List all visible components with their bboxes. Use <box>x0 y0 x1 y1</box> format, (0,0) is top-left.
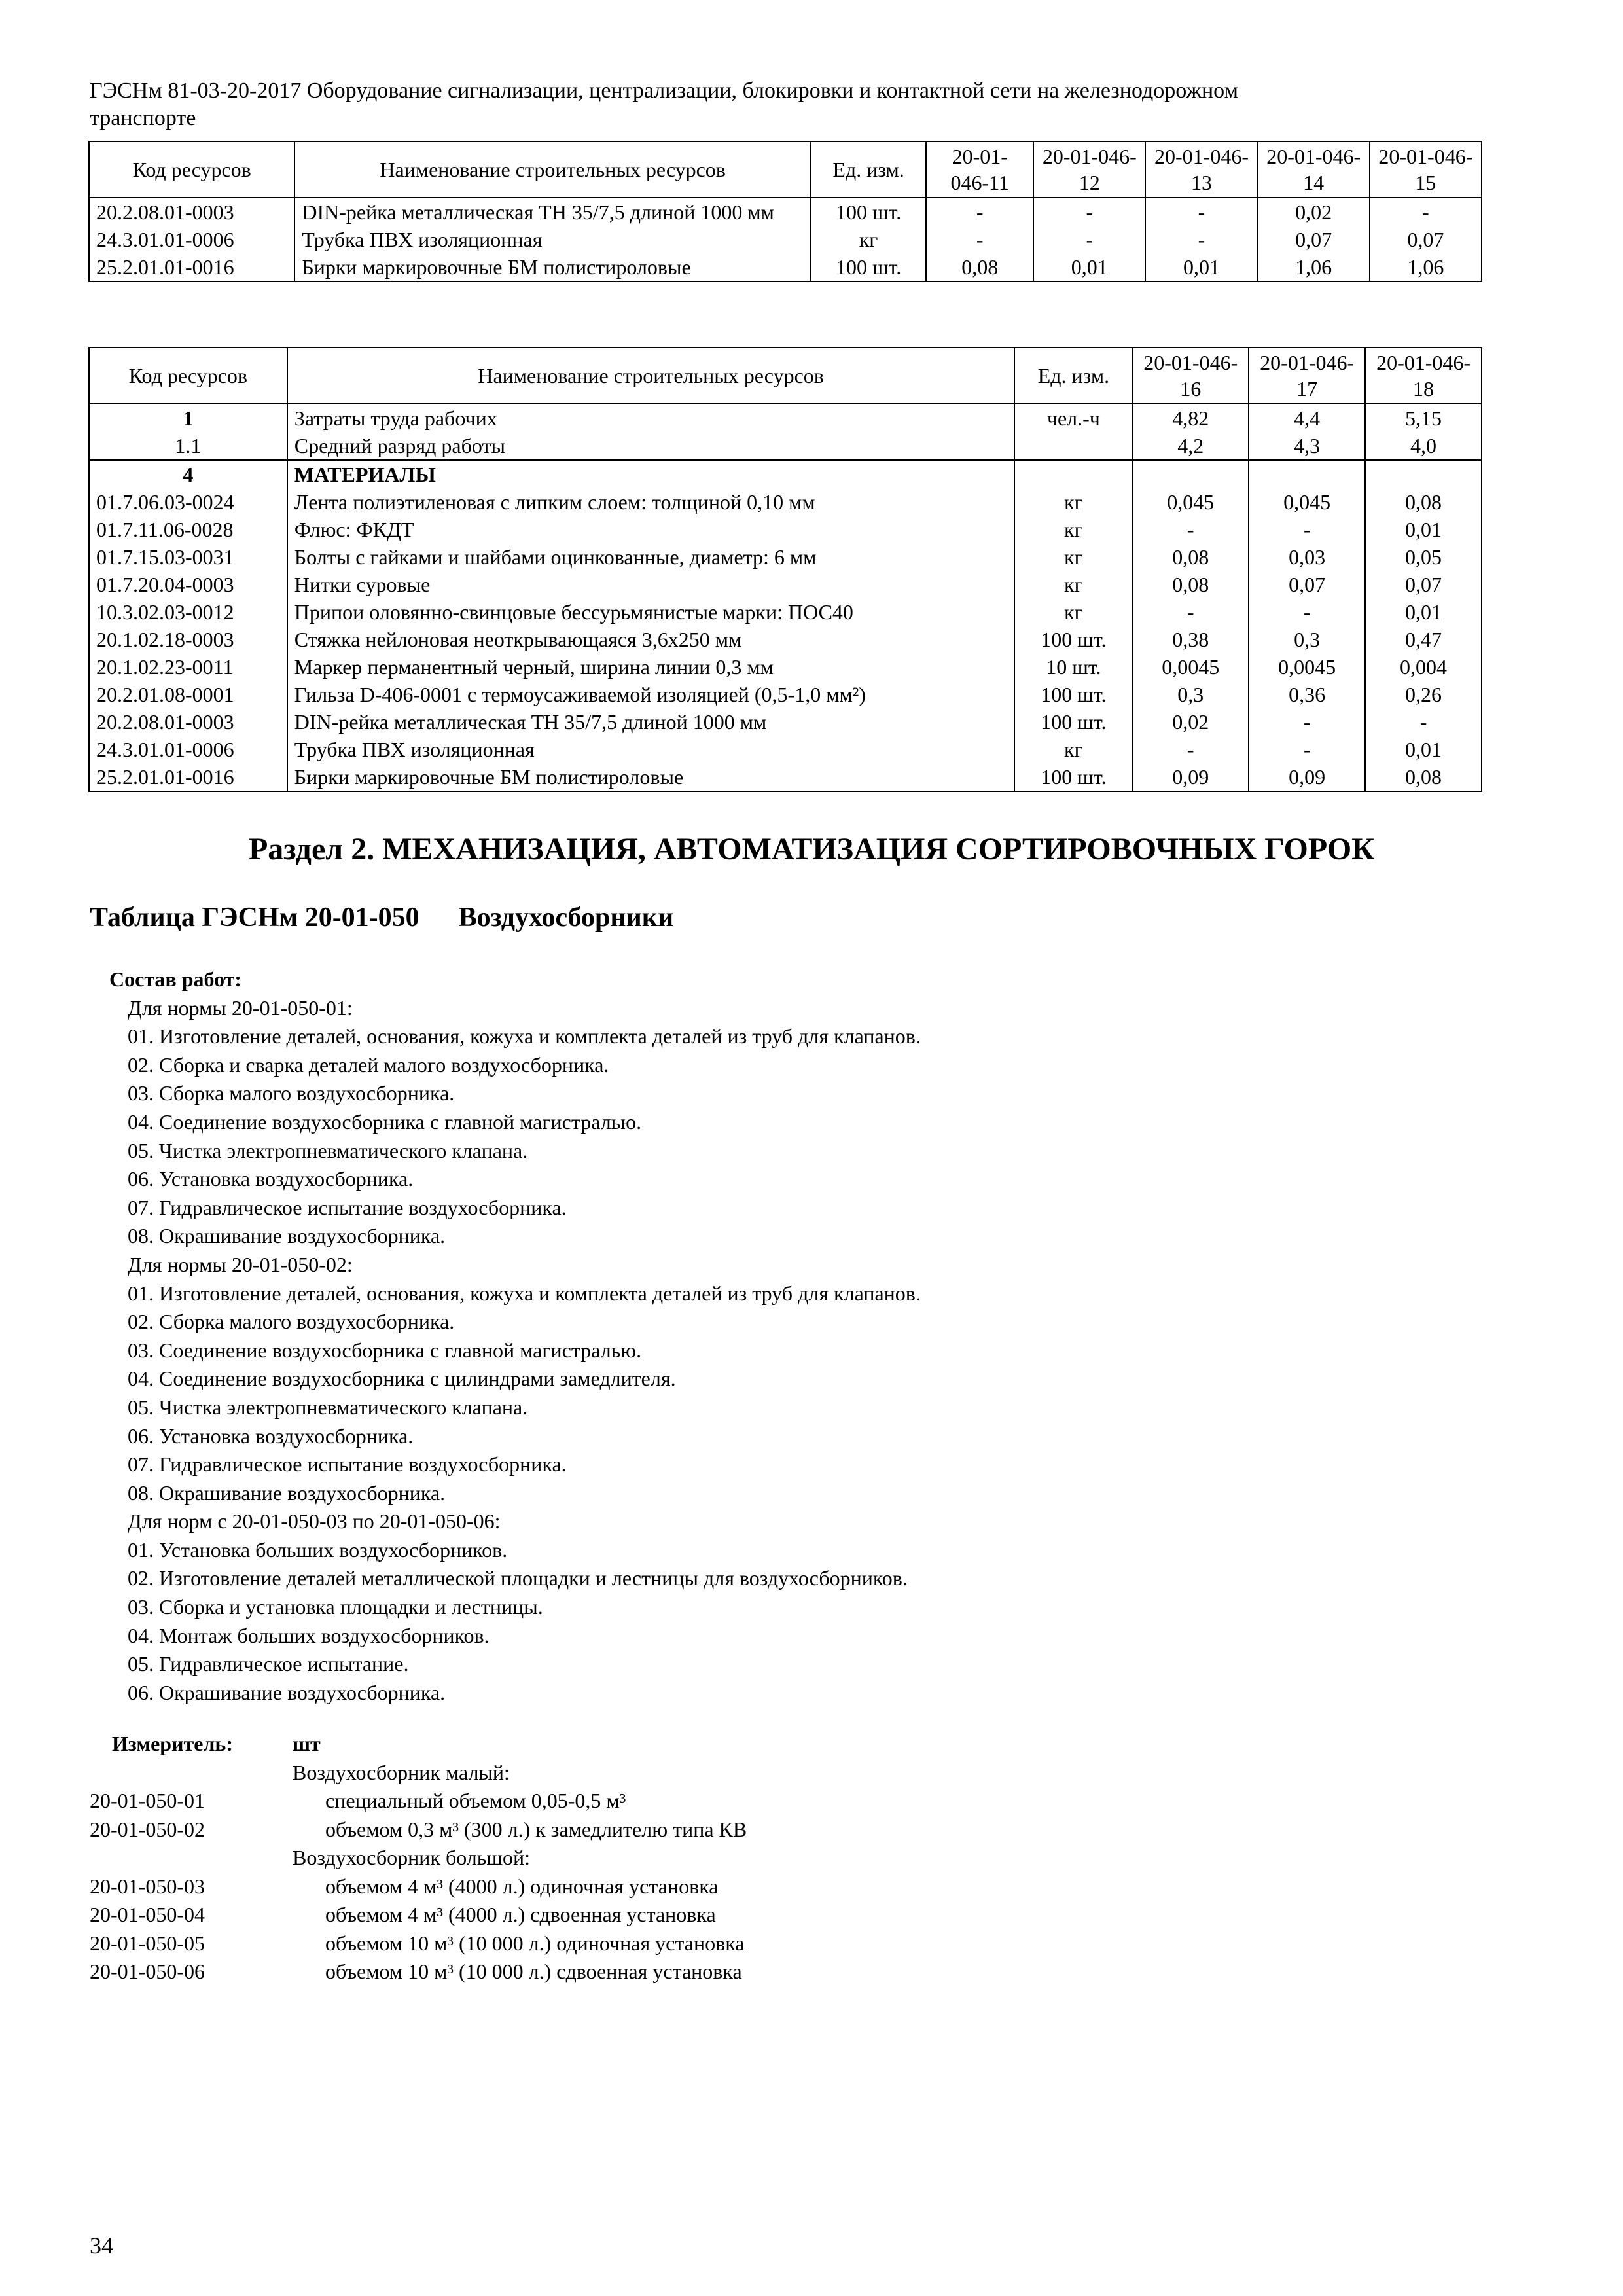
norm-value: 0,36 <box>1249 681 1365 708</box>
norm-value: 0,03 <box>1249 543 1365 571</box>
resource-name: Нитки суровые <box>287 571 1015 598</box>
resource-code: 20.1.02.23-0011 <box>89 653 287 681</box>
resource-name: Болты с гайками и шайбами оцинкованные, диаметр: 6 мм <box>287 543 1015 571</box>
resource-code: 20.2.08.01-0003 <box>89 198 294 226</box>
norm-value: 0,07 <box>1365 571 1482 598</box>
resource-code: 25.2.01.01-0016 <box>89 763 287 791</box>
norm-code <box>90 1759 293 1787</box>
header-code: Код ресурсов <box>89 348 287 404</box>
resource-code: 20.2.08.01-0003 <box>89 708 287 736</box>
table-row <box>89 763 1482 791</box>
table-row <box>89 653 1482 681</box>
resource-name: DIN-рейка металлическая ТН 35/7,5 длиной 1000 мм <box>287 708 1015 736</box>
norm-value: 5,15 <box>1365 404 1482 432</box>
resource-unit: кг <box>811 226 926 253</box>
work-item: 08. Окрашивание воздухосборника. <box>128 1480 446 1505</box>
table-row <box>89 571 1482 598</box>
work-item: 04. Монтаж больших воздухосборников. <box>128 1623 490 1647</box>
norm-value: 0,07 <box>1370 226 1482 253</box>
norm-value: - <box>1145 198 1257 226</box>
resource-unit: 100 шт. <box>811 198 926 226</box>
norm-value: - <box>1132 516 1249 543</box>
resource-unit: кг <box>1014 488 1132 516</box>
work-item: 03. Соединение воздухосборника с главной магистралью. <box>128 1338 642 1362</box>
norm-value: 0,01 <box>1365 516 1482 543</box>
measure-row <box>90 1873 1202 1901</box>
header-norm: 20-01-046-12 <box>1033 141 1145 198</box>
header-name: Наименование строительных ресурсов <box>287 348 1015 404</box>
norm-value: 0,045 <box>1249 488 1365 516</box>
work-item: 06. Окрашивание воздухосборника. <box>128 1680 446 1704</box>
table-row <box>89 681 1482 708</box>
norm-code: 20-01-050-02 <box>90 1817 205 1841</box>
resource-unit: 100 шт. <box>1014 626 1132 653</box>
resource-unit: кг <box>1014 598 1132 626</box>
resource-code: 24.3.01.01-0006 <box>89 226 294 253</box>
table-row <box>89 198 1482 226</box>
norm-value: 4,0 <box>1365 432 1482 460</box>
norm-value: 0,02 <box>1258 198 1370 226</box>
norm-code <box>90 1844 293 1873</box>
resource-name: Гильза D-406-0001 с термоусаживаемой изоляцией (0,5-1,0 мм²) <box>287 681 1015 708</box>
norm-value: - <box>1370 198 1482 226</box>
resource-unit: 100 шт. <box>1014 681 1132 708</box>
resource-name: Бирки маркировочные БМ полистироловые <box>287 763 1015 791</box>
norm-value: 0,01 <box>1365 598 1482 626</box>
norm-value <box>1132 460 1249 488</box>
resource-name: МАТЕРИАЛЫ <box>287 460 1015 488</box>
norm-value: 4,3 <box>1249 432 1365 460</box>
table-row <box>89 626 1482 653</box>
work-item: 02. Сборка малого воздухосборника. <box>128 1310 455 1334</box>
norm-value: - <box>1132 736 1249 763</box>
norm-value: 0,08 <box>1365 763 1482 791</box>
resource-name: Маркер перманентный черный, ширина линии 0,3 мм <box>287 653 1015 681</box>
norm-value: - <box>1249 598 1365 626</box>
work-item: 06. Установка воздухосборника. <box>128 1167 414 1191</box>
table-row <box>89 736 1482 763</box>
work-item: 04. Соединение воздухосборника с главной магистралью. <box>128 1109 642 1134</box>
norm-value: 0,09 <box>1132 763 1249 791</box>
work-item: 05. Чистка электропневматического клапана. <box>128 1395 528 1419</box>
work-item: 05. Чистка электропневматического клапана. <box>128 1138 528 1162</box>
resource-code: 01.7.06.03-0024 <box>89 488 287 516</box>
norm-value: - <box>1249 516 1365 543</box>
measure-row <box>90 1816 1202 1844</box>
resource-unit: 10 шт. <box>1014 653 1132 681</box>
document-header: ГЭСНм 81-03-20-2017 Оборудование сигнализации, централизации, блокировки и контактной сети на железнодорожном транспорте <box>90 79 1239 130</box>
norm-value: 0,045 <box>1132 488 1249 516</box>
header-norm: 20-01-046-17 <box>1249 348 1365 404</box>
norm-value: 0,05 <box>1365 543 1482 571</box>
resource-unit: кг <box>1014 736 1132 763</box>
resource-name: Лента полиэтиленовая с липким слоем: толщиной 0,10 мм <box>287 488 1015 516</box>
table-title <box>90 902 673 933</box>
resource-unit: чел.-ч <box>1014 404 1132 432</box>
table-row <box>89 253 1482 281</box>
norm-description: объемом 0,3 м³ (300 л.) к замедлителю типа КВ <box>325 1817 747 1841</box>
header-unit: Ед. изм. <box>1014 348 1132 404</box>
table-row <box>89 432 1482 460</box>
resource-code: 01.7.15.03-0031 <box>89 543 287 571</box>
norm-code: 20-01-050-01 <box>90 1789 205 1812</box>
table-title-code: Таблица ГЭСНм 20-01-050 <box>90 903 419 933</box>
norm-code: 20-01-050-06 <box>90 1960 205 1983</box>
resource-unit: кг <box>1014 516 1132 543</box>
resource-code: 20.2.01.08-0001 <box>89 681 287 708</box>
norm-value <box>1365 460 1482 488</box>
norm-value: - <box>1132 598 1249 626</box>
resource-code: 01.7.20.04-0003 <box>89 571 287 598</box>
resources-table-2 <box>88 347 1482 792</box>
work-item: 08. Окрашивание воздухосборника. <box>128 1224 446 1248</box>
norm-value: - <box>1249 708 1365 736</box>
norm-value: 4,82 <box>1132 404 1249 432</box>
norm-group-title: Для норм с 20-01-050-03 по 20-01-050-06: <box>128 1509 501 1534</box>
resource-code: 1 <box>89 404 287 432</box>
work-item: 05. Гидравлическое испытание. <box>128 1652 409 1676</box>
work-item: 03. Сборка малого воздухосборника. <box>128 1081 455 1105</box>
norm-group-title: Для нормы 20-01-050-01: <box>128 996 353 1020</box>
norm-value: 1,06 <box>1258 253 1370 281</box>
norm-value: - <box>926 226 1033 253</box>
norm-value: 0,09 <box>1249 763 1365 791</box>
table-row <box>89 460 1482 488</box>
resource-name: DIN-рейка металлическая ТН 35/7,5 длиной 1000 мм <box>294 198 811 226</box>
norm-value: 0,26 <box>1365 681 1482 708</box>
resource-name: Припои оловянно-свинцовые бессурьмянистые марки: ПОС40 <box>287 598 1015 626</box>
table-row <box>89 598 1482 626</box>
norm-value: 0,0045 <box>1132 653 1249 681</box>
measure-row <box>90 1901 1202 1929</box>
resource-code: 4 <box>89 460 287 488</box>
resource-name: Трубка ПВХ изоляционная <box>294 226 811 253</box>
measure-unit: шт <box>293 1732 321 1755</box>
work-item: 02. Сборка и сварка деталей малого воздухосборника. <box>128 1052 609 1077</box>
resource-code: 01.7.11.06-0028 <box>89 516 287 543</box>
resource-name: Бирки маркировочные БМ полистироловые <box>294 253 811 281</box>
header-norm: 20-01-046-14 <box>1258 141 1370 198</box>
resource-name: Средний разряд работы <box>287 432 1015 460</box>
resources-table-1 <box>88 141 1482 282</box>
norm-description: объемом 10 м³ (10 000 л.) сдвоенная установка <box>325 1960 742 1983</box>
resource-code: 1.1 <box>89 432 287 460</box>
measure-block <box>90 1730 1202 1986</box>
norm-value: 0,38 <box>1132 626 1249 653</box>
measure-row <box>90 1844 1202 1873</box>
norm-description: специальный объемом 0,05-0,5 м³ <box>325 1789 626 1812</box>
resource-name: Трубка ПВХ изоляционная <box>287 736 1015 763</box>
resource-name: Флюс: ФКДТ <box>287 516 1015 543</box>
section-title: Раздел 2. МЕХАНИЗАЦИЯ, АВТОМАТИЗАЦИЯ СОРТИРОВОЧНЫХ ГОРОК <box>248 832 1375 867</box>
norm-value: - <box>1365 708 1482 736</box>
norm-value: 1,06 <box>1370 253 1482 281</box>
measure-row <box>90 1958 1202 1986</box>
resource-unit: 100 шт. <box>1014 763 1132 791</box>
resource-unit <box>1014 432 1132 460</box>
norm-value: 0,01 <box>1145 253 1257 281</box>
table-row <box>89 708 1482 736</box>
work-item: 06. Установка воздухосборника. <box>128 1424 414 1448</box>
norm-value: - <box>1033 198 1145 226</box>
header-norm: 20-01-046-11 <box>926 141 1033 198</box>
work-item: 01. Установка больших воздухосборников. <box>128 1537 508 1562</box>
norm-value: - <box>1145 226 1257 253</box>
work-item: 04. Соединение воздухосборника с цилиндрами замедлителя. <box>128 1367 676 1391</box>
norm-description: объемом 10 м³ (10 000 л.) одиночная установка <box>325 1931 745 1955</box>
work-item: 07. Гидравлическое испытание воздухосборника. <box>128 1195 567 1219</box>
resource-name: Затраты труда рабочих <box>287 404 1015 432</box>
table-row <box>89 226 1482 253</box>
norm-value: - <box>926 198 1033 226</box>
resource-unit: 100 шт. <box>1014 708 1132 736</box>
norm-value: 0,0045 <box>1249 653 1365 681</box>
measure-row <box>90 1787 1202 1816</box>
resource-code: 25.2.01.01-0016 <box>89 253 294 281</box>
header-norm: 20-01-046-15 <box>1370 141 1482 198</box>
resource-code: 10.3.02.03-0012 <box>89 598 287 626</box>
measure-row <box>90 1929 1202 1958</box>
norm-value: - <box>1249 736 1365 763</box>
norm-value: 0,47 <box>1365 626 1482 653</box>
resource-name: Стяжка нейлоновая неоткрывающаяся 3,6х250 мм <box>287 626 1015 653</box>
resource-unit <box>1014 460 1132 488</box>
norm-description: Воздухосборник малый: <box>293 1760 510 1784</box>
norm-value: 0,08 <box>1365 488 1482 516</box>
resource-code: 20.1.02.18-0003 <box>89 626 287 653</box>
resource-unit: кг <box>1014 571 1132 598</box>
header-norm: 20-01-046-16 <box>1132 348 1249 404</box>
work-item: 02. Изготовление деталей металлической площадки и лестницы для воздухосборников. <box>128 1566 908 1590</box>
norm-value: 4,4 <box>1249 404 1365 432</box>
resource-unit: кг <box>1014 543 1132 571</box>
work-item: 07. Гидравлическое испытание воздухосборника. <box>128 1452 567 1477</box>
norm-description: объемом 4 м³ (4000 л.) одиночная установка <box>325 1874 719 1898</box>
norm-value: 0,08 <box>926 253 1033 281</box>
norm-description: Воздухосборник большой: <box>293 1846 531 1869</box>
norm-value: 0,3 <box>1249 626 1365 653</box>
norm-code: 20-01-050-05 <box>90 1931 205 1955</box>
table-title-name: Воздухосборники <box>458 903 674 933</box>
norm-code: 20-01-050-04 <box>90 1903 205 1926</box>
norm-value: 0,004 <box>1365 653 1482 681</box>
norm-value: 0,01 <box>1033 253 1145 281</box>
header-unit: Ед. изм. <box>811 141 926 198</box>
norm-value: 4,2 <box>1132 432 1249 460</box>
resource-code: 24.3.01.01-0006 <box>89 736 287 763</box>
norm-value: - <box>1033 226 1145 253</box>
table-row <box>89 516 1482 543</box>
header-norm: 20-01-046-18 <box>1365 348 1482 404</box>
works-composition <box>90 965 921 1707</box>
page-number: 34 <box>90 2233 113 2259</box>
norm-value: 0,07 <box>1249 571 1365 598</box>
norm-description: объемом 4 м³ (4000 л.) сдвоенная установка <box>325 1903 716 1926</box>
work-item: 01. Изготовление деталей, основания, кожуха и комплекта деталей из труб для клапанов. <box>128 1281 921 1305</box>
header-norm: 20-01-046-13 <box>1145 141 1257 198</box>
norm-code: 20-01-050-03 <box>90 1874 205 1898</box>
work-item: 01. Изготовление деталей, основания, кожуха и комплекта деталей из труб для клапанов. <box>128 1024 921 1049</box>
header-code: Код ресурсов <box>89 141 294 198</box>
table-header-row <box>89 141 1482 198</box>
table-row <box>89 543 1482 571</box>
works-heading: Состав работ: <box>109 967 242 991</box>
norm-value: 0,01 <box>1365 736 1482 763</box>
measure-label: Измеритель: <box>112 1732 233 1755</box>
norm-value: 0,02 <box>1132 708 1249 736</box>
norm-value: 0,07 <box>1258 226 1370 253</box>
norm-value: 0,08 <box>1132 571 1249 598</box>
norm-value: 0,08 <box>1132 543 1249 571</box>
norm-value <box>1249 460 1365 488</box>
measure-row <box>90 1759 1202 1787</box>
work-item: 03. Сборка и установка площадки и лестницы. <box>128 1595 543 1619</box>
table-row <box>89 488 1482 516</box>
norm-value: 0,3 <box>1132 681 1249 708</box>
table-row <box>89 404 1482 432</box>
header-name: Наименование строительных ресурсов <box>294 141 811 198</box>
table-header-row <box>89 348 1482 404</box>
resource-unit: 100 шт. <box>811 253 926 281</box>
norm-group-title: Для нормы 20-01-050-02: <box>128 1252 353 1276</box>
measure-header-row <box>90 1730 1202 1759</box>
